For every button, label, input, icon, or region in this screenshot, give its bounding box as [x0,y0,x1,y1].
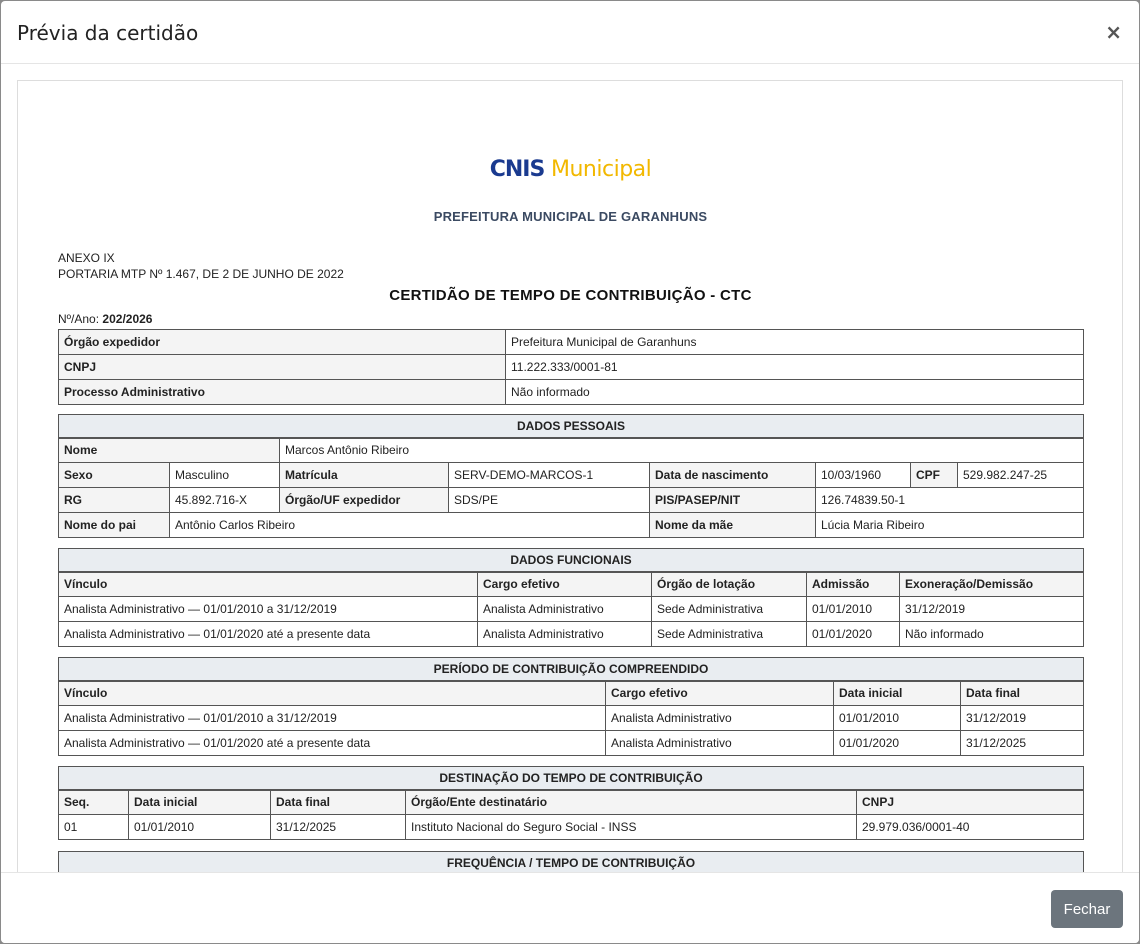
table-cell: Analista Administrativo — 01/01/2010 a 31/12/2019 [59,706,606,731]
column-header: Cargo efetivo [478,572,652,597]
table-cell: 29.979.036/0001-40 [857,815,1084,840]
table-cell: Sede Administrativa [652,597,807,622]
table-row [59,355,1084,380]
table-row [59,815,1084,840]
matricula-label: Matrícula [280,463,449,488]
nascimento-value: 10/03/1960 [816,463,911,488]
certificate-document [17,80,1123,873]
cnpj-label: CNPJ [59,355,506,380]
orgao-table [58,329,1084,405]
orgao-uf-value: SDS/PE [449,488,650,513]
table-cell: 01/01/2020 [834,731,961,756]
table-row [59,463,1084,488]
column-header: Exoneração/Demissão [900,572,1084,597]
table-cell: 01/01/2010 [129,815,271,840]
orgao-uf-label: Órgão/UF expedidor [280,488,449,513]
logo-cnis-text: CNIS [489,157,545,182]
mae-label: Nome da mãe [650,513,816,538]
table-header-row [59,790,1084,815]
processo-value: Não informado [506,380,1084,405]
table-cell: Não informado [900,622,1084,647]
column-header: Data inicial [129,790,271,815]
table-row [59,622,1084,647]
section-title: DADOS PESSOAIS [59,415,1084,438]
rg-value: 45.892.716-X [170,488,280,513]
modal-footer [1,872,1139,943]
numero-ano-value: 202/2026 [102,312,153,326]
table-cell: Analista Administrativo [478,597,652,622]
section-title: PERÍODO DE CONTRIBUIÇÃO COMPREENDIDO [59,658,1084,681]
section-title: DESTINAÇÃO DO TEMPO DE CONTRIBUIÇÃO [59,767,1084,790]
nascimento-label: Data de nascimento [650,463,816,488]
sexo-value: Masculino [170,463,280,488]
pai-value: Antônio Carlos Ribeiro [170,513,650,538]
sexo-label: Sexo [59,463,170,488]
numero-ano-label: Nº/Ano: [58,312,100,326]
cpf-value: 529.982.247-25 [958,463,1084,488]
table-cell: 31/12/2025 [961,731,1084,756]
table-cell: 01 [59,815,129,840]
table-row [59,706,1084,731]
table-cell: Analista Administrativo — 01/01/2020 até a presente data [59,731,606,756]
table-cell: 01/01/2010 [834,706,961,731]
table-cell: Sede Administrativa [652,622,807,647]
matricula-value: SERV-DEMO-MARCOS-1 [449,463,650,488]
column-header: CNPJ [857,790,1084,815]
orgao-expedidor-label: Órgão expedidor [59,330,506,355]
table-row [59,380,1084,405]
table-cell: 31/12/2025 [271,815,406,840]
table-header-row [59,572,1084,597]
nome-label: Nome [59,438,280,463]
anexo-block [58,250,344,282]
table-cell: 01/01/2020 [807,622,900,647]
modal-title: Prévia da certidão [17,21,199,45]
table-header-row [59,681,1084,706]
document-title: CERTIDÃO DE TEMPO DE CONTRIBUIÇÃO - CTC [389,287,752,304]
pis-label: PIS/PASEP/NIT [650,488,816,513]
column-header: Vínculo [59,572,478,597]
close-button[interactable]: Fechar [1051,890,1123,928]
table-cell: 31/12/2019 [900,597,1084,622]
processo-label: Processo Administrativo [59,380,506,405]
table-cell: 31/12/2019 [961,706,1084,731]
frequencia-table [58,851,1084,873]
column-header: Seq. [59,790,129,815]
column-header: Data inicial [834,681,961,706]
mae-value: Lúcia Maria Ribeiro [816,513,1084,538]
table-row [59,438,1084,463]
nome-value: Marcos Antônio Ribeiro [280,438,1084,463]
column-header: Órgão/Ente destinatário [406,790,857,815]
column-header: Data final [271,790,406,815]
pai-label: Nome do pai [59,513,170,538]
dados-funcionais-table [58,548,1084,647]
numero-ano [58,312,152,326]
table-cell: Analista Administrativo [606,706,834,731]
anexo-line: ANEXO IX [58,251,115,265]
table-cell: Analista Administrativo [606,731,834,756]
modal-body[interactable] [1,64,1139,873]
column-header: Admissão [807,572,900,597]
table-cell: Analista Administrativo — 01/01/2020 até a presente data [59,622,478,647]
table-row [59,731,1084,756]
portaria-line: PORTARIA MTP Nº 1.467, DE 2 DE JUNHO DE 2022 [58,267,344,281]
dados-pessoais-table [58,414,1084,538]
cnis-municipal-logo [57,157,1084,182]
table-cell: 01/01/2010 [807,597,900,622]
modal-header [1,1,1139,64]
table-cell: Analista Administrativo — 01/01/2010 a 31/12/2019 [59,597,478,622]
column-header: Data final [961,681,1084,706]
close-icon[interactable]: × [1105,20,1122,44]
prefeitura-name: PREFEITURA MUNICIPAL DE GARANHUNS [433,209,708,224]
column-header: Vínculo [59,681,606,706]
periodo-contribuicao-table [58,657,1084,756]
cnpj-value: 11.222.333/0001-81 [506,355,1084,380]
section-title: FREQUÊNCIA / TEMPO DE CONTRIBUIÇÃO [59,852,1084,874]
certificate-preview-modal [1,1,1139,943]
rg-label: RG [59,488,170,513]
table-cell: Instituto Nacional do Seguro Social - INSS [406,815,857,840]
logo-municipal-text: Municipal [551,157,652,182]
table-row [59,513,1084,538]
table-row [59,330,1084,355]
table-row [59,488,1084,513]
destinacao-table [58,766,1084,840]
table-row [59,597,1084,622]
table-cell: Analista Administrativo [478,622,652,647]
pis-value: 126.74839.50-1 [816,488,1084,513]
cpf-label: CPF [911,463,958,488]
orgao-expedidor-value: Prefeitura Municipal de Garanhuns [506,330,1084,355]
column-header: Órgão de lotação [652,572,807,597]
column-header: Cargo efetivo [606,681,834,706]
section-title: DADOS FUNCIONAIS [59,549,1084,572]
